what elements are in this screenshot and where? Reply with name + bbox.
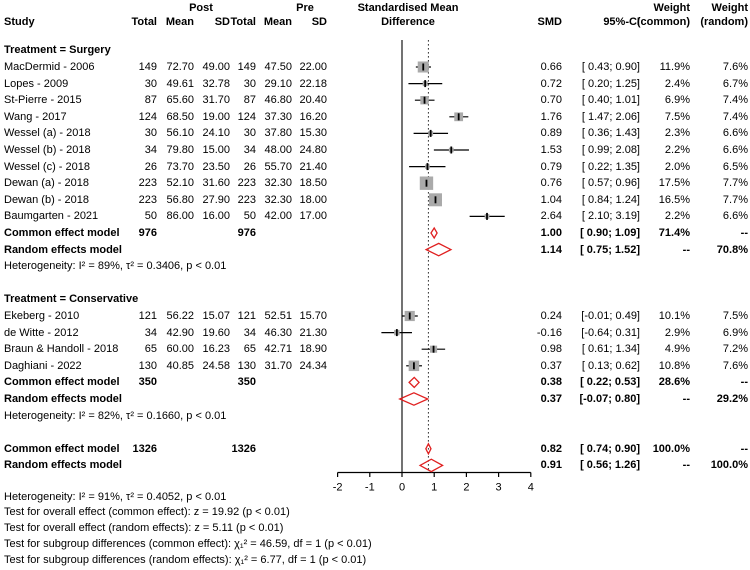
axis-tick-label: -2 [332,481,343,494]
value-ci: [ 0.56; 1.26] [580,459,640,472]
effect-point-marker [409,313,411,320]
column-header-weight-random-2: (random) [700,16,748,28]
statistics-note: Test for overall effect (common effect): z = 19.92 (p < 0.01) [4,506,290,519]
effect-point-marker [433,346,435,353]
value-w-common: 11.9% [659,61,690,73]
value-total-pre: 34 [243,326,256,339]
value-ci: [ 0.75; 1.52] [580,243,640,256]
value-w-random: 7.7% [722,193,748,206]
effect-point-marker [427,163,429,170]
value-smd: 1.04 [540,193,562,206]
pooled-diamond [426,444,431,454]
study-name: St-Pierre - 2015 [4,94,82,107]
value-smd: -0.16 [536,326,562,339]
value-total-pre: 130 [237,359,256,372]
column-group-pre: Pre [296,2,314,14]
value-smd: 0.79 [540,160,562,173]
model-label: Random effects model [4,393,122,405]
effect-point-marker [413,362,415,369]
value-smd: 0.38 [540,376,562,389]
value-ci: [ 0.20; 1.25] [581,77,640,90]
value-w-random: -- [740,442,748,455]
value-smd: 0.82 [540,442,562,455]
value-total-pre: 50 [243,210,256,223]
value-mean-post: 56.80 [166,193,194,206]
value-total-post: 30 [144,127,157,140]
value-w-common: 10.8% [658,359,690,372]
value-total-post: 87 [144,94,157,107]
value-ci: [ 0.84; 1.24] [581,193,640,206]
study-name: Lopes - 2009 [4,77,69,90]
value-mean-pre: 37.80 [264,127,292,140]
axis-tick-label: 4 [527,481,534,494]
value-sd-post: 24.10 [202,127,230,140]
pooled-diamond [431,228,437,238]
value-ci: [ 0.99; 2.08] [581,144,640,156]
value-smd: 1.14 [540,243,562,256]
study-name: Wessel (a) - 2018 [4,127,91,140]
value-w-random: 7.7% [722,177,748,190]
axis-tick-label: 0 [398,481,406,494]
value-w-random: 29.2% [716,393,748,405]
value-mean-pre: 32.30 [264,177,292,190]
value-w-random: 6.6% [722,144,748,156]
value-total-pre: 34 [243,144,256,156]
value-ci: [-0.07; 0.80] [579,393,640,405]
effect-point-marker [435,196,437,203]
study-name: Dewan (a) - 2018 [4,177,89,190]
study-name: Braun & Handoll - 2018 [4,343,119,356]
value-sd-post: 24.58 [202,359,230,372]
value-sd-post: 19.00 [202,110,230,123]
value-total-post: 65 [144,343,157,356]
study-name: Wessel (b) - 2018 [4,144,91,156]
value-smd: 2.64 [540,210,562,223]
value-w-common: 6.9% [664,94,690,107]
value-sd-post: 32.78 [202,77,230,90]
value-w-common: 17.5% [658,177,690,190]
value-w-random: 70.8% [716,243,748,256]
value-smd: 0.76 [540,177,562,190]
value-ci: [ 0.74; 0.90] [580,442,640,455]
heterogeneity-note: Heterogeneity: I² = 89%, τ² = 0.3406, p < 0.01 [4,260,227,273]
study-name: Wessel (c) - 2018 [4,160,90,173]
study-name: Baumgarten - 2021 [4,210,99,223]
value-w-common: 2.4% [664,77,690,90]
value-ci: [ 0.90; 1.09] [580,227,640,239]
value-total-post: 124 [138,110,157,123]
value-w-common: 100.0% [652,442,690,455]
value-total-post: 26 [144,160,157,173]
value-sd-pre: 21.30 [299,326,327,339]
value-mean-pre: 47.50 [264,61,292,73]
value-smd: 0.98 [540,343,562,356]
value-total-pre: 124 [237,110,256,123]
value-total-pre: 1326 [231,442,256,455]
axis-tick-label: 3 [495,481,502,494]
value-sd-pre: 18.50 [299,177,327,190]
value-mean-post: 60.00 [166,343,194,356]
value-mean-pre: 46.30 [264,326,292,339]
value-ci: [ 0.22; 0.53] [580,376,640,389]
value-sd-pre: 16.20 [299,110,327,123]
column-group-post: Post [189,2,213,14]
value-total-pre: 65 [243,343,256,356]
value-w-random: 6.6% [722,210,748,223]
value-sd-post: 23.50 [202,160,230,173]
value-w-random: 6.9% [722,326,748,339]
value-smd: 0.89 [540,127,562,140]
value-sd-pre: 24.34 [299,359,327,372]
value-w-random: 7.5% [722,310,748,322]
value-w-random: 6.5% [722,160,748,173]
value-w-random: 7.4% [722,94,748,107]
value-smd: 0.66 [540,61,562,73]
value-mean-pre: 46.80 [264,94,292,107]
group-label: Treatment = Conservative [4,293,139,306]
value-mean-pre: 31.70 [264,359,292,372]
value-sd-pre: 24.80 [299,144,327,156]
value-sd-post: 15.07 [202,310,230,322]
value-mean-pre: 29.10 [264,77,292,90]
column-header-mean-post: Mean [165,16,194,28]
value-smd: 1.00 [540,227,562,239]
value-sd-pre: 22.00 [299,61,327,73]
value-mean-post: 52.10 [166,177,194,190]
statistics-note: Heterogeneity: I² = 91%, τ² = 0.4052, p < 0.01 [4,490,227,503]
effect-point-marker [486,213,488,220]
axis-tick-label: -1 [364,481,375,494]
value-mean-pre: 32.30 [264,193,292,206]
value-w-common: 28.6% [658,376,690,389]
value-mean-pre: 42.00 [264,210,292,223]
value-sd-pre: 22.18 [299,77,327,90]
value-mean-pre: 55.70 [264,160,292,173]
value-ci: [ 0.36; 1.43] [581,127,640,140]
value-w-random: 6.7% [722,77,748,90]
value-w-common: -- [682,459,690,472]
value-sd-post: 49.00 [202,61,230,73]
value-w-common: 71.4% [658,227,690,239]
value-sd-pre: 20.40 [299,94,327,107]
column-header-sd-post: SD [214,16,230,28]
effect-point-marker [430,130,432,137]
value-ci: [ 1.47; 2.06] [581,110,640,123]
value-total-post: 976 [138,227,157,239]
value-total-pre: 30 [243,127,256,140]
value-w-random: 7.4% [722,110,748,123]
heterogeneity-note: Heterogeneity: I² = 82%, τ² = 0.1660, p < 0.01 [4,409,227,422]
value-mean-post: 56.10 [166,127,194,140]
value-w-common: 2.0% [664,160,690,173]
value-mean-post: 65.60 [166,94,194,107]
value-total-post: 34 [144,144,157,156]
value-smd: 0.24 [540,310,562,322]
value-w-common: 16.5% [658,193,690,206]
value-w-common: -- [682,243,690,256]
value-total-post: 30 [144,77,157,90]
value-w-common: -- [682,393,690,405]
axis-tick-label: 1 [431,481,438,494]
value-mean-post: 79.80 [166,144,194,156]
value-sd-post: 19.60 [202,326,230,339]
value-mean-post: 68.50 [166,110,194,123]
column-header-weight-random-1: Weight [711,2,748,14]
value-smd: 1.53 [540,144,562,156]
study-name: Daghiani - 2022 [4,359,82,372]
value-w-common: 2.2% [664,144,690,156]
value-sd-pre: 15.30 [299,127,327,140]
value-sd-pre: 18.90 [299,343,327,356]
value-smd: 0.72 [540,77,562,90]
value-w-random: 7.6% [722,61,748,73]
effect-point-marker [396,329,398,336]
axis-tick-label: 2 [463,481,470,494]
pooled-diamond [409,377,419,387]
value-total-post: 34 [144,326,157,339]
value-total-pre: 976 [237,227,256,239]
value-sd-post: 16.23 [202,343,230,356]
value-smd: 0.37 [540,393,562,405]
pooled-diamond [420,459,443,471]
effect-point-marker [424,97,426,104]
value-mean-post: 49.61 [166,77,194,90]
value-total-pre: 30 [243,77,256,90]
model-label: Common effect model [4,376,120,389]
pooled-diamond [426,243,451,255]
value-total-pre: 223 [237,177,256,190]
value-total-pre: 350 [237,376,256,389]
model-label: Random effects model [4,243,122,256]
value-smd: 0.37 [540,359,562,372]
effect-point-marker [458,113,460,120]
value-sd-pre: 17.00 [299,210,327,223]
column-header-weight-common-1: Weight [653,2,690,14]
value-w-common: 2.2% [664,210,690,223]
value-sd-post: 15.00 [202,144,230,156]
value-total-pre: 26 [243,160,256,173]
value-mean-pre: 42.71 [264,343,292,356]
column-header-total-pre: Total [230,16,256,28]
pooled-diamond [400,393,428,405]
value-ci: [ 0.40; 1.01] [581,94,640,107]
value-ci: [ 0.22; 1.35] [581,160,640,173]
value-w-common: 10.1% [658,310,690,322]
value-total-post: 50 [144,210,157,223]
column-header-ci: 95%-CI [603,16,640,28]
value-w-common: 2.3% [664,127,690,140]
effect-point-marker [426,180,428,187]
effect-point-marker [422,64,424,71]
value-sd-post: 16.00 [202,210,230,223]
statistics-note: Test for overall effect (random effects): z = 5.11 (p < 0.01) [4,522,284,535]
value-mean-post: 56.22 [166,310,194,322]
study-name: Dewan (b) - 2018 [4,193,89,206]
value-total-pre: 223 [237,193,256,206]
value-smd: 0.91 [540,459,562,472]
value-w-random: -- [740,227,748,239]
value-ci: [ 2.10; 3.19] [581,210,640,223]
value-mean-post: 42.90 [166,326,194,339]
model-label: Common effect model [4,442,120,455]
value-sd-pre: 21.40 [299,160,327,173]
value-total-post: 130 [138,359,157,372]
value-total-post: 223 [138,177,157,190]
value-mean-pre: 37.30 [264,110,292,123]
value-total-pre: 149 [237,61,256,73]
value-total-pre: 87 [243,94,256,107]
value-mean-post: 72.70 [166,61,194,73]
value-mean-pre: 48.00 [264,144,292,156]
effect-point-marker [450,147,452,154]
value-total-post: 121 [138,310,157,322]
study-name: de Witte - 2012 [4,326,79,339]
column-header-total-post: Total [131,16,157,28]
value-w-random: 7.2% [722,343,748,356]
group-label: Treatment = Surgery [4,44,111,57]
value-w-random: 100.0% [710,459,748,472]
value-total-post: 1326 [132,442,157,455]
statistics-note: Test for subgroup differences (random effects): χ₁² = 6.77, df = 1 (p < 0.01) [4,553,367,566]
study-name: Wang - 2017 [4,110,67,123]
effect-point-marker [424,80,426,87]
statistics-note: Test for subgroup differences (common effect): χ₁² = 46.59, df = 1 (p < 0.01) [4,537,372,550]
study-name: MacDermid - 2006 [4,61,95,73]
column-header-study: Study [4,16,35,28]
value-w-random: -- [740,376,748,389]
value-mean-post: 86.00 [166,210,194,223]
value-sd-post: 31.70 [202,94,230,107]
value-total-post: 350 [138,376,157,389]
value-ci: [ 0.13; 0.62] [581,359,640,372]
column-group-smd: Standardised Mean [357,2,459,14]
model-label: Random effects model [4,459,122,472]
value-smd: 0.70 [540,94,562,107]
value-w-common: 7.5% [664,110,690,123]
column-header-difference: Difference [381,16,435,28]
value-sd-pre: 15.70 [299,310,327,322]
value-mean-post: 40.85 [166,359,194,372]
value-total-pre: 121 [237,310,256,322]
value-ci: [-0.01; 0.49] [581,310,640,322]
column-header-weight-common-2: (common) [636,16,690,28]
column-header-mean-pre: Mean [263,16,292,28]
study-name: Ekeberg - 2010 [4,310,80,322]
value-ci: [-0.64; 0.31] [581,326,640,339]
value-w-random: 6.6% [722,127,748,140]
value-smd: 1.76 [540,110,562,123]
value-total-post: 223 [138,193,157,206]
value-sd-pre: 18.00 [299,193,327,206]
value-ci: [ 0.61; 1.34] [581,343,640,356]
model-label: Common effect model [4,227,120,239]
value-ci: [ 0.57; 0.96] [581,177,640,190]
value-w-common: 2.9% [664,326,690,339]
value-total-post: 149 [138,61,157,73]
value-mean-pre: 52.51 [264,310,292,322]
column-header-smd: SMD [537,16,562,28]
value-sd-post: 27.90 [202,193,230,206]
column-header-sd-pre: SD [311,16,327,28]
value-mean-post: 73.70 [166,160,194,173]
value-ci: [ 0.43; 0.90] [581,61,640,73]
value-w-random: 7.6% [722,359,748,372]
value-w-common: 4.9% [664,343,690,356]
value-sd-post: 31.60 [202,177,230,190]
